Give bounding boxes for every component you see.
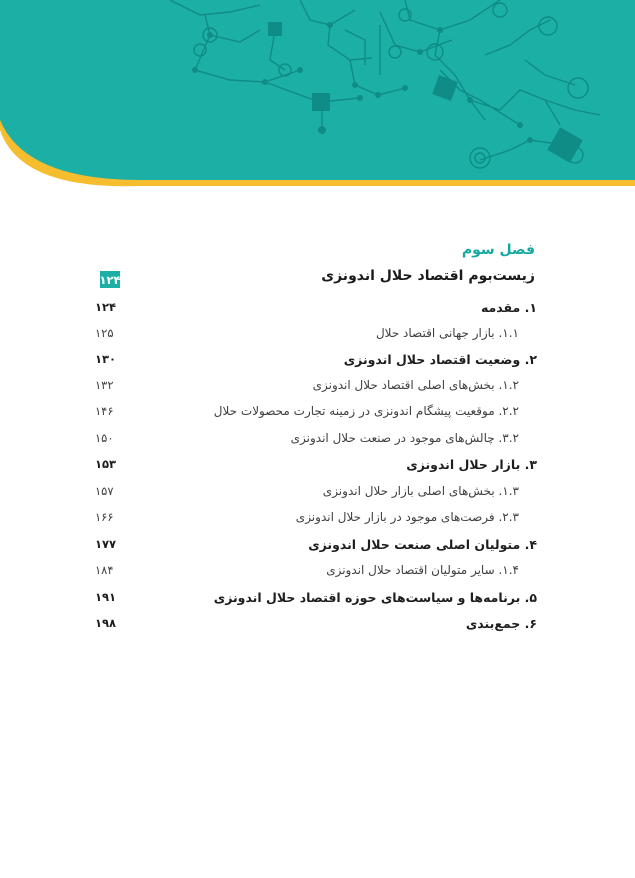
toc-entry-title: ۱.۱. بازار جهانی اقتصاد حلال (375, 326, 519, 340)
chapter-label: فصل سوم (461, 242, 535, 258)
toc-entry[interactable] (95, 454, 537, 474)
chapter-page-badge: ۱۲۴ (99, 272, 121, 287)
toc-entry-title: ۲.۳. فرصت‌های موجود در بازار حلال اندونزی (295, 510, 519, 524)
toc-entry-title: ۳. بازار حلال اندونزی (406, 456, 537, 472)
toc-entry-page: ۱۴۶ (95, 404, 114, 418)
toc-entry-page: ۱۵۷ (95, 484, 114, 498)
toc-entry[interactable] (95, 587, 537, 607)
chapter-title: زیست‌بوم اقتصاد حلال اندونزی (321, 268, 535, 284)
toc-entry[interactable] (95, 323, 537, 343)
toc-entry-title: ۲.۲. موقعیت پیشگام اندونزی در زمینه تجارت محصولات حلال (213, 404, 519, 418)
toc-entry-title: ۲. وضعیت اقتصاد حلال اندونزی (343, 351, 537, 367)
toc-entry[interactable] (95, 507, 537, 527)
toc-entry[interactable] (95, 401, 537, 421)
toc-entry-title: ۱. مقدمه (480, 299, 537, 315)
toc-entry-page: ۱۲۴ (95, 300, 117, 314)
toc-entry[interactable] (95, 534, 537, 554)
toc-entry-page: ۱۳۲ (95, 378, 114, 392)
toc-entry-page: ۱۵۰ (95, 431, 114, 445)
toc-entry-page: ۱۹۸ (95, 616, 117, 630)
toc-entry-title: ۱.۴. سایر متولیان اقتصاد حلال اندونزی (326, 563, 519, 577)
toc-entry-title: ۴. متولیان اصلی صنعت حلال اندونزی (308, 536, 537, 552)
toc-entry[interactable] (95, 349, 537, 369)
toc-entry-title: ۱.۳. بخش‌های اصلی بازار حلال اندونزی (322, 484, 519, 498)
toc-entry-page: ۱۲۵ (95, 326, 114, 340)
toc-entry[interactable] (95, 560, 537, 580)
toc-entry-page: ۱۵۳ (95, 457, 117, 471)
toc-entry[interactable] (95, 297, 537, 317)
toc-entry-page: ۱۹۱ (95, 590, 117, 604)
toc-entry-title: ۳.۲. چالش‌های موجود در صنعت حلال اندونزی (290, 431, 519, 445)
toc-entry[interactable] (95, 375, 537, 395)
toc-entry[interactable] (95, 613, 537, 633)
toc-entry-page: ۱۸۴ (95, 563, 114, 577)
toc-entry[interactable] (95, 481, 537, 501)
toc-entry-page: ۱۷۷ (95, 537, 117, 551)
toc-entry-page: ۱۳۰ (95, 352, 117, 366)
toc-entry-title: ۱.۲. بخش‌های اصلی اقتصاد حلال اندونزی (312, 378, 519, 392)
toc-entry-page: ۱۶۶ (95, 510, 114, 524)
toc-entry[interactable] (95, 428, 537, 448)
toc-entry-title: ۵. برنامه‌ها و سیاست‌های حوزه اقتصاد حلال اندونزی (213, 589, 537, 605)
toc-entry-title: ۶. جمع‌بندی (465, 615, 537, 631)
